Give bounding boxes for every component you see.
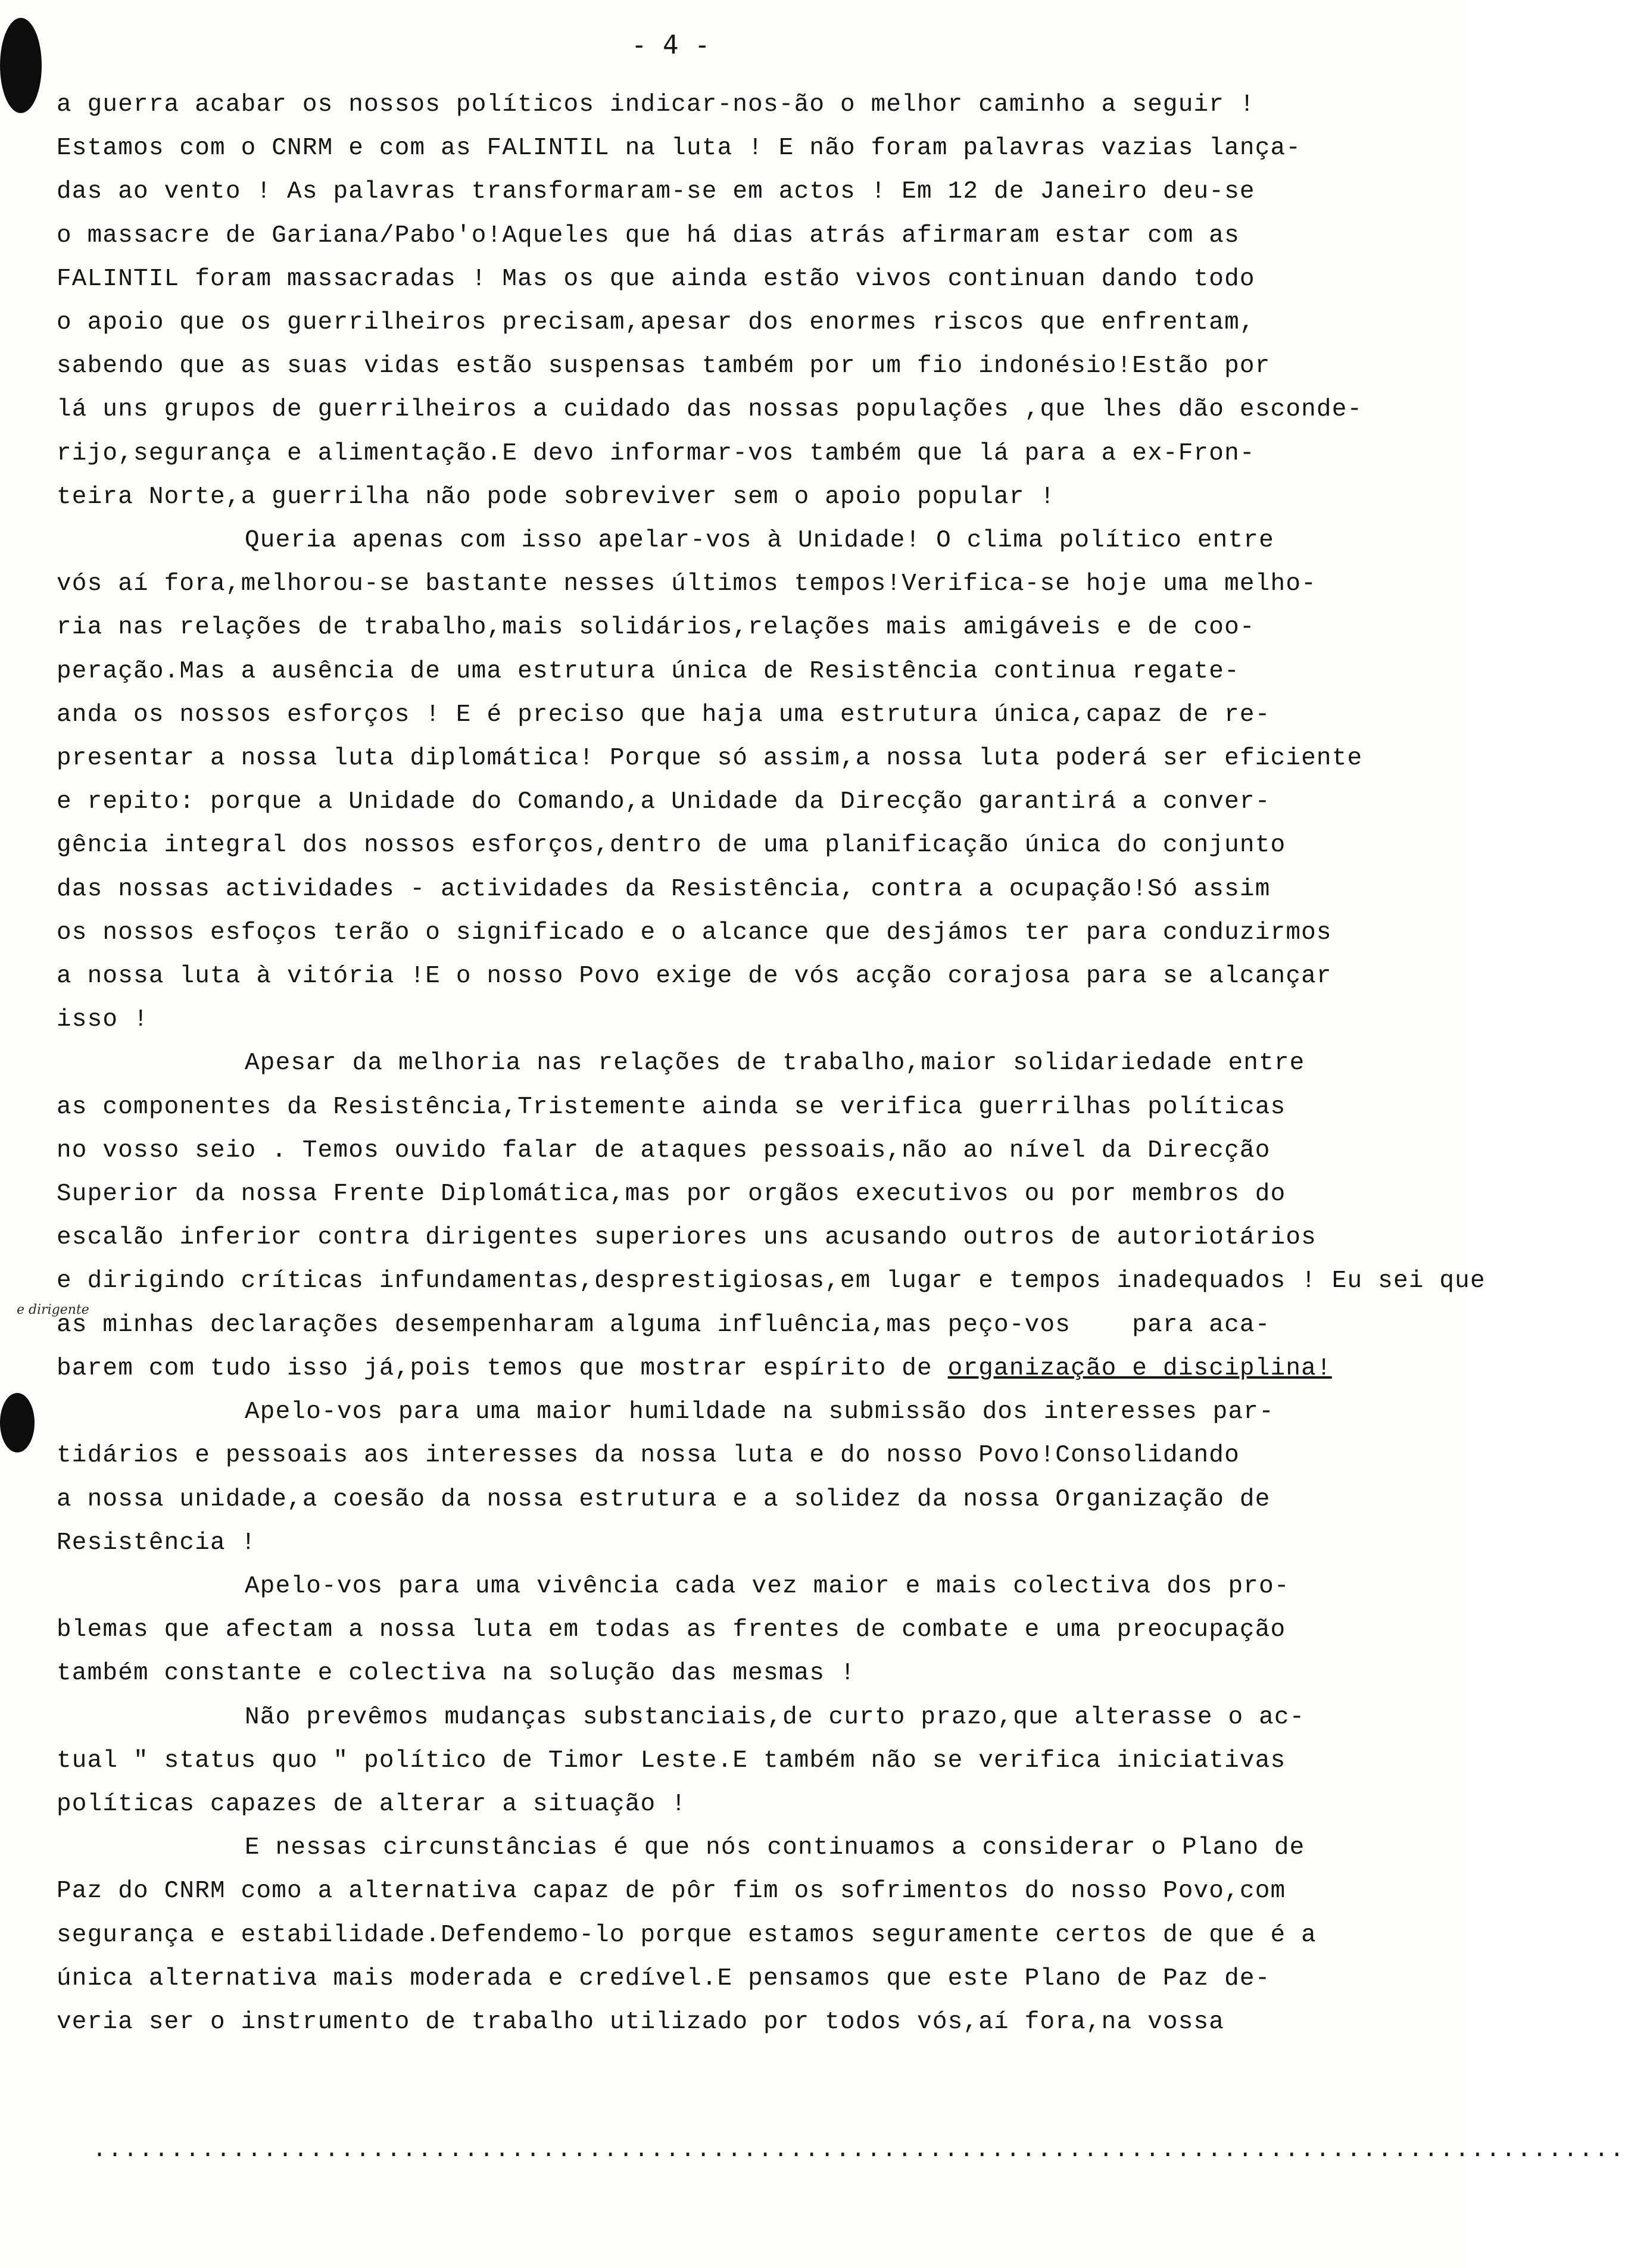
text-line: teira Norte,a guerrilha não pode sobreviver sem o apoio popular ! [57,483,1056,511]
text-line: a nossa luta à vitória !E o nosso Povo exige de vós acção corajosa para se alcançar [57,963,1332,991]
text-line: tual " status quo " político de Timor Leste.E também não se verifica iniciativas [57,1747,1286,1775]
text-line: blemas que afectam a nossa luta em todas as frentes de combate e uma preocupação [57,1616,1286,1644]
paragraph-start-line: Apelo-vos para uma vivência cada vez maior e mais colectiva dos pro- [245,1572,1290,1600]
text-line: políticas capazes de alterar a situação ! [57,1790,687,1818]
text-line: também constante e colectiva na solução das mesmas ! [57,1660,856,1688]
text-line: presentar a nossa luta diplomática! Porque só assim,a nossa luta poderá ser eficiente [57,745,1363,773]
ink-blot-top-left [0,18,42,113]
text-line: as minhas declarações desempenharam alguma influência,mas peço-vos para aca- [57,1311,1271,1339]
text-line: e dirigindo críticas infundamentas,desprestigiosas,em lugar e tempos inadequados ! Eu sei que [57,1267,1486,1295]
text-line: o massacre de Gariana/Pabo'o!Aqueles que há dias atrás afirmaram estar com as [57,221,1240,249]
text-line: vós aí fora,melhorou-se bastante nesses últimos tempos!Verifica-se hoje uma melho- [57,570,1317,598]
letter-body [57,83,1486,2044]
text-line: Estamos com o CNRM e com as FALINTIL na luta ! E não foram palavras vazias lança- [57,135,1302,163]
text-line: escalão inferior contra dirigentes superiores uns acusando outros de autoriotários [57,1224,1317,1252]
text-line: FALINTIL foram massacradas ! Mas os que ainda estão vivos continuan dando todo [57,265,1255,293]
text-line: Paz do CNRM como a alternativa capaz de pôr fim os sofrimentos do nosso Povo,com [57,1877,1286,1905]
text-line: tidários e pessoais aos interesses da nossa luta e do nosso Povo!Consolidando [57,1442,1240,1470]
text-line: isso ! [57,1006,149,1034]
text-line-with-underline [57,1347,1355,1391]
text-line: Resistência ! [57,1529,257,1557]
text-line: gência integral dos nossos esforços,dentro de uma planificação única do conjunto [57,832,1286,860]
text-line: das ao vento ! As palavras transformaram-se em actos ! Em 12 de Janeiro deu-se [57,178,1255,206]
text-segment: barem com tudo isso já,pois temos que mostrar espírito de [57,1354,948,1382]
text-line: sabendo que as suas vidas estão suspensas também por um fio indonésio!Estão por [57,352,1271,380]
closing-dotted-line: ................................................................................................... [92,2137,1625,2164]
text-line: a guerra acabar os nossos políticos indicar-nos-ão o melhor caminho a seguir ! [57,91,1255,118]
paragraph-start-line: Não prevêmos mudanças substanciais,de curto prazo,que alterasse o ac- [245,1703,1305,1731]
text-line: segurança e estabilidade.Defendemo-lo porque estamos seguramente certos de que é a [57,1921,1317,1949]
text-line: as componentes da Resistência,Tristemente ainda se verifica guerrilhas políticas [57,1093,1286,1121]
text-line: anda os nossos esforços ! E é preciso que haja uma estrutura única,capaz de re- [57,701,1271,729]
paragraph-start-line: E nessas circunstâncias é que nós continuamos a considerar o Plano de [245,1834,1305,1862]
text-line: e repito: porque a Unidade do Comando,a Unidade da Direcção garantirá a conver- [57,788,1271,816]
text-line: a nossa unidade,a coesão da nossa estrutura e a solidez da nossa Organização de [57,1485,1271,1513]
paragraph-start-line: Queria apenas com isso apelar-vos à Unidade! O clima político entre [245,527,1274,555]
underlined-phrase: organização e disciplina! [947,1354,1332,1382]
text-line: os nossos esfoços terão o significado e o alcance que desjámos ter para conduzirmos [57,919,1332,946]
text-line: veria ser o instrumento de trabalho utilizado por todos vós,aí fora,na vossa [57,2008,1225,2036]
text-line: Superior da nossa Frente Diplomática,mas por orgãos executivos ou por membros do [57,1180,1286,1208]
text-line: única alternativa mais moderada e credível.E pensamos que este Plano de Paz de- [57,1964,1271,1992]
text-line: o apoio que os guerrilheiros precisam,apesar dos enormes riscos que enfrentam, [57,309,1255,337]
ink-blot-punch-hole [0,1393,35,1452]
text-line: no vosso seio . Temos ouvido falar de ataques pessoais,não ao nível da Direcção [57,1136,1271,1164]
paragraph-start-line: Apelo-vos para uma maior humildade na submissão dos interesses par- [245,1398,1274,1426]
page-number: - 4 - [631,30,710,60]
text-line: ria nas relações de trabalho,mais solidários,relações mais amigáveis e de coo- [57,614,1255,642]
text-line: rijo,segurança e alimentação.E devo informar-vos também que lá para a ex-Fron- [57,439,1255,467]
text-line: das nossas actividades - actividades da Resistência, contra a ocupação!Só assim [57,875,1271,903]
text-line: lá uns grupos de guerrilheiros a cuidado das nossas populações ,que lhes dão esconde- [57,396,1363,424]
paragraph-start-line: Apesar da melhoria nas relações de trabalho,maior solidariedade entre [245,1049,1305,1077]
text-line: peração.Mas a ausência de uma estrutura única de Resistência continua regate- [57,657,1240,685]
margin-handwritten-note: e dirigente [17,1302,89,1317]
